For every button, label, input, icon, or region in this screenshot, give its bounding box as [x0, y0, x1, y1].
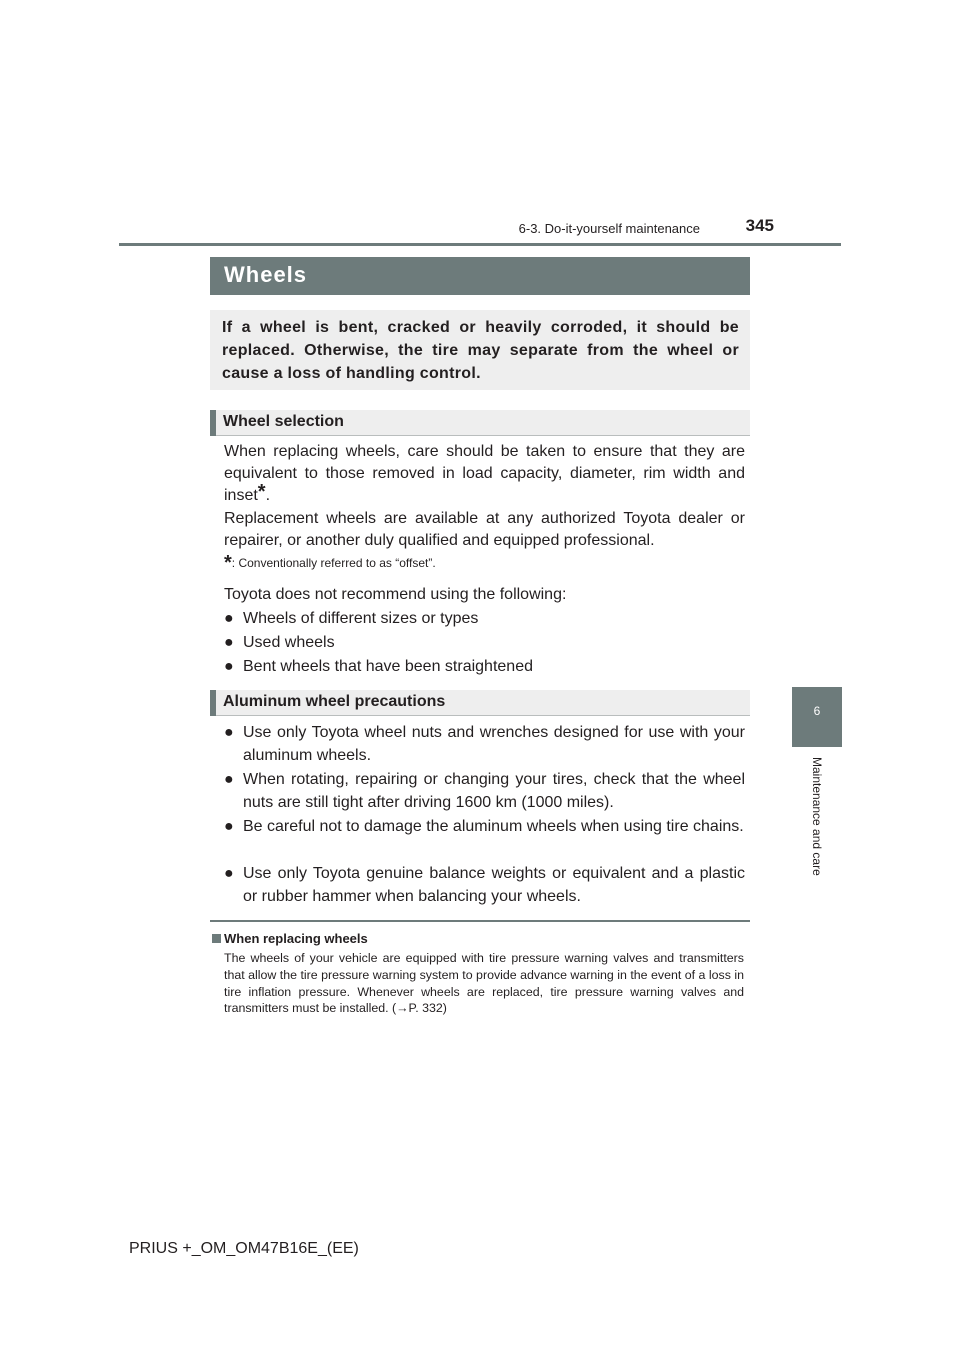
- page-number: 345: [745, 216, 774, 235]
- bullet-icon: ●: [224, 658, 234, 675]
- bullet-icon: ●: [224, 724, 234, 741]
- paragraph-line: When replacing wheels, care should be taken to ensure that they are: [224, 443, 745, 460]
- list-item-text: Bent wheels that have been straightened: [243, 658, 533, 675]
- footnote-text: : Conventionally referred to as “offset”.: [231, 556, 436, 570]
- subsection-heading: Aluminum wheel precautions: [223, 693, 446, 710]
- list-item: [224, 862, 745, 908]
- list-item: [224, 721, 745, 767]
- note-body: The wheels of your vehicle are equipped with tire pressure warning valves and transmitters that allow the tire pressure warning system to provide advance warning in the event of a loss in tire inflation pressure. Whenever wheels are replaced, tire pressure warning valves and transmitters must be installed. (→P. 332): [224, 951, 744, 1016]
- header-rule: [119, 243, 841, 246]
- bullet-icon: ●: [224, 610, 234, 627]
- square-bullet-icon: [212, 934, 221, 943]
- list-item-text: When rotating, repairing or changing your tires, check that the wheel nuts are still tight after driving 1600 km (1000 miles).: [243, 771, 745, 811]
- subsection-marker: [210, 690, 216, 716]
- recommend-text: Toyota does not recommend using the following:: [224, 586, 567, 603]
- intro-text: If a wheel is bent, cracked or heavily corroded, it should be replaced. Otherwise, the tire may separate from the wheel or cause a loss of handling control.: [222, 319, 739, 382]
- bullet-icon: ●: [224, 865, 234, 882]
- title-banner: [210, 257, 750, 295]
- footnote-asterisk: *: [224, 552, 232, 574]
- list-item: [224, 768, 745, 814]
- wheel-selection-paragraph: [224, 441, 745, 507]
- paragraph-line: equivalent to those removed in load capacity, diameter, rim width and: [224, 465, 745, 482]
- bullet-icon: ●: [224, 771, 234, 788]
- period: .: [265, 487, 271, 504]
- note-heading: [210, 931, 368, 946]
- list-item-text: Use only Toyota genuine balance weights or equivalent and a plastic or rubber hammer when balancing your wheels.: [243, 865, 745, 905]
- paragraph-line: [224, 481, 745, 507]
- inset-word: inset: [224, 487, 258, 504]
- notes-divider: [210, 920, 750, 922]
- subsection-heading: Wheel selection: [223, 413, 344, 430]
- list-item-text: Wheels of different sizes or types: [243, 610, 479, 627]
- asterisk-mark: *: [257, 481, 266, 503]
- chapter-number: 6: [813, 704, 821, 718]
- list-item-text: Use only Toyota wheel nuts and wrenches designed for use with your aluminum wheels.: [243, 724, 745, 764]
- bullet-icon: ●: [224, 634, 234, 651]
- replacement-paragraph: Replacement wheels are available at any authorized Toyota dealer or repairer, or another duly qualified and equipped professional.: [224, 510, 745, 549]
- list-item: [224, 815, 745, 861]
- list-item-text: Used wheels: [243, 634, 335, 651]
- list-item-text: Be careful not to damage the aluminum wheels when using tire chains.: [243, 818, 744, 835]
- subsection-wheel-selection: [210, 410, 750, 436]
- bullet-icon: ●: [224, 818, 234, 835]
- note-heading-text: When replacing wheels: [224, 931, 368, 946]
- subsection-aluminum: [210, 690, 750, 716]
- chapter-tab: [792, 687, 842, 747]
- section-title: 6-3. Do-it-yourself maintenance: [518, 221, 700, 236]
- subsection-marker: [210, 410, 216, 436]
- intro-box: [210, 310, 750, 390]
- footer-doc-code: PRIUS +_OM_OM47B16E_(EE): [129, 1240, 359, 1257]
- footnote: [224, 552, 624, 574]
- page-title: Wheels: [224, 262, 308, 287]
- chapter-label: Maintenance and care: [810, 757, 824, 876]
